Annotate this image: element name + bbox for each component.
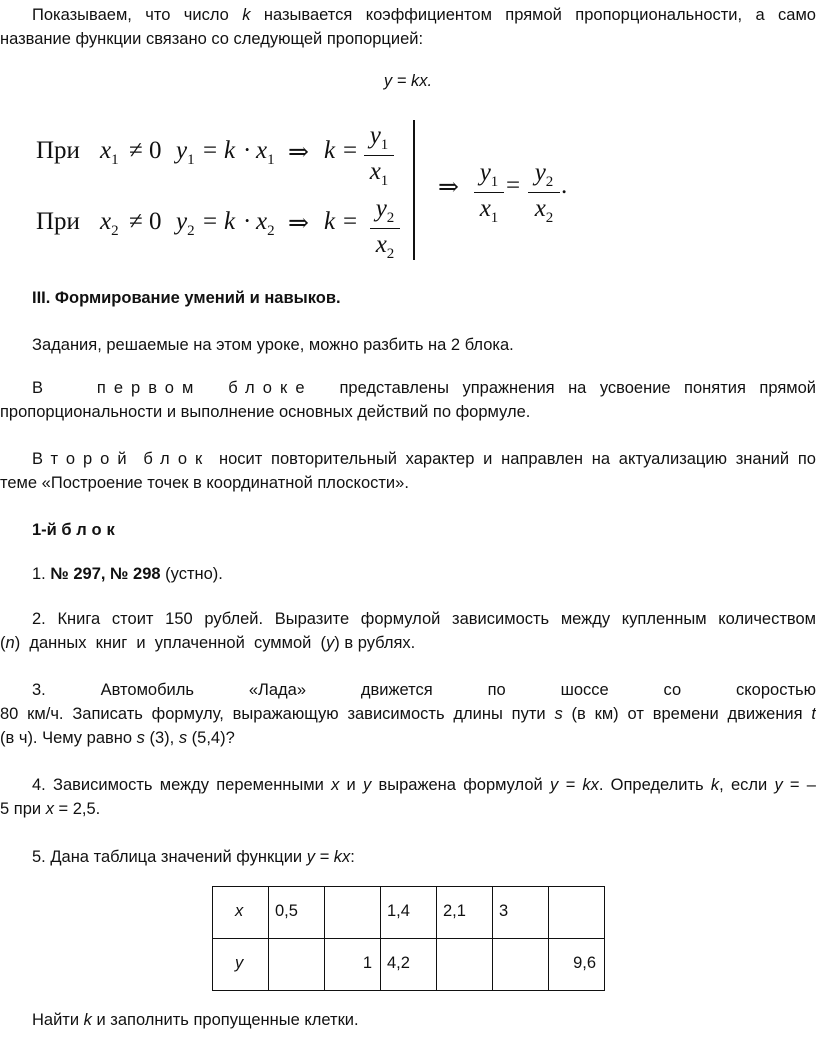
fraction-y2-x2: $y_2$ $x_2$ bbox=[370, 194, 400, 263]
table-cell bbox=[269, 939, 325, 991]
task-3-line-2: 80 км/ч. Записать формулу, выражающую зависимость длины пути s (в км) от времени движения t bbox=[0, 705, 816, 723]
final-instruction: Найти k и заполнить пропущенные клетки. bbox=[32, 1011, 359, 1029]
table-cell: 1,4 bbox=[381, 887, 437, 939]
table-cell bbox=[549, 887, 605, 939]
paragraph-second-block-line-2: теме «Построение точек в координатной плоскости». bbox=[0, 474, 409, 492]
task-5: 5. Дана таблица значений функции y = kx: bbox=[32, 848, 355, 866]
paragraph-first-block-line-2: пропорциональности и выполнение основных действий по формуле. bbox=[0, 403, 531, 421]
table-row bbox=[213, 887, 605, 939]
result-fraction-left: $y_1$ $x_1$ bbox=[474, 158, 504, 227]
task-3-line-1: 3. Автомобиль «Лада» движется по шоссе со скоростью bbox=[32, 681, 816, 699]
values-table bbox=[212, 886, 605, 991]
derivation-row-2: При $x_2$ ≠ 0 $y_2$ = k · $x_2$ ⇒ k = $y_2$ $x_2$ bbox=[0, 196, 420, 256]
table-cell: 4,2 bbox=[381, 939, 437, 991]
table-cell bbox=[437, 939, 493, 991]
table-cell: 0,5 bbox=[269, 887, 325, 939]
table-row bbox=[213, 939, 605, 991]
paragraph-first-block-line-1: В первом блоке представлены упражнения на усвоение понятия прямой bbox=[32, 379, 816, 397]
table-cell: y bbox=[213, 939, 269, 991]
table-cell bbox=[325, 887, 381, 939]
table-cell: x bbox=[213, 887, 269, 939]
table-cell: 9,6 bbox=[549, 939, 605, 991]
table-cell bbox=[493, 939, 549, 991]
block-1-title: 1-й блок bbox=[32, 521, 120, 539]
task-2-line-2: (n) данных книг и уплаченной суммой (y) в рублях. bbox=[0, 634, 416, 652]
table-cell: 2,1 bbox=[437, 887, 493, 939]
task-2-line-1: 2. Книга стоит 150 рублей. Выразите формулой зависимость между купленным количеством bbox=[32, 610, 816, 628]
intro-line-2: название функции связано со следующей пропорцией: bbox=[0, 30, 424, 48]
derivation-row-1: При $x_1$ ≠ 0 $y_1$ = k · $x_1$ ⇒ k = $y_1$ $x_1$ bbox=[0, 125, 420, 185]
task-1: 1. № 297, № 298 (устно). bbox=[32, 565, 223, 583]
section-title: III. Формирование умений и навыков. bbox=[32, 289, 341, 307]
paragraph-blocks: Задания, решаемые на этом уроке, можно разбить на 2 блока. bbox=[32, 336, 514, 354]
formula-y-kx: y = kx. bbox=[383, 72, 433, 90]
divider-line bbox=[413, 120, 415, 260]
task-4-line-1: 4. Зависимость между переменными x и y выражена формулой y = kx. Определить k, если y = – bbox=[32, 776, 816, 794]
result-fraction-right: $y_2$ $x_2$ bbox=[528, 158, 560, 227]
task-4-line-2: 5 при x = 2,5. bbox=[0, 800, 101, 818]
task-3-line-3: (в ч). Чему равно s (3), s (5,4)? bbox=[0, 729, 235, 747]
fraction-y1-x1: $y_1$ $x_1$ bbox=[364, 121, 394, 190]
table-cell: 3 bbox=[493, 887, 549, 939]
paragraph-second-block-line-1: Второй блок носит повторительный характер и направлен на актуализацию знаний по bbox=[32, 450, 816, 468]
table-cell: 1 bbox=[325, 939, 381, 991]
intro-line-1: Показываем, что число k называется коэффициентом прямой пропорциональности, а само bbox=[32, 6, 816, 24]
